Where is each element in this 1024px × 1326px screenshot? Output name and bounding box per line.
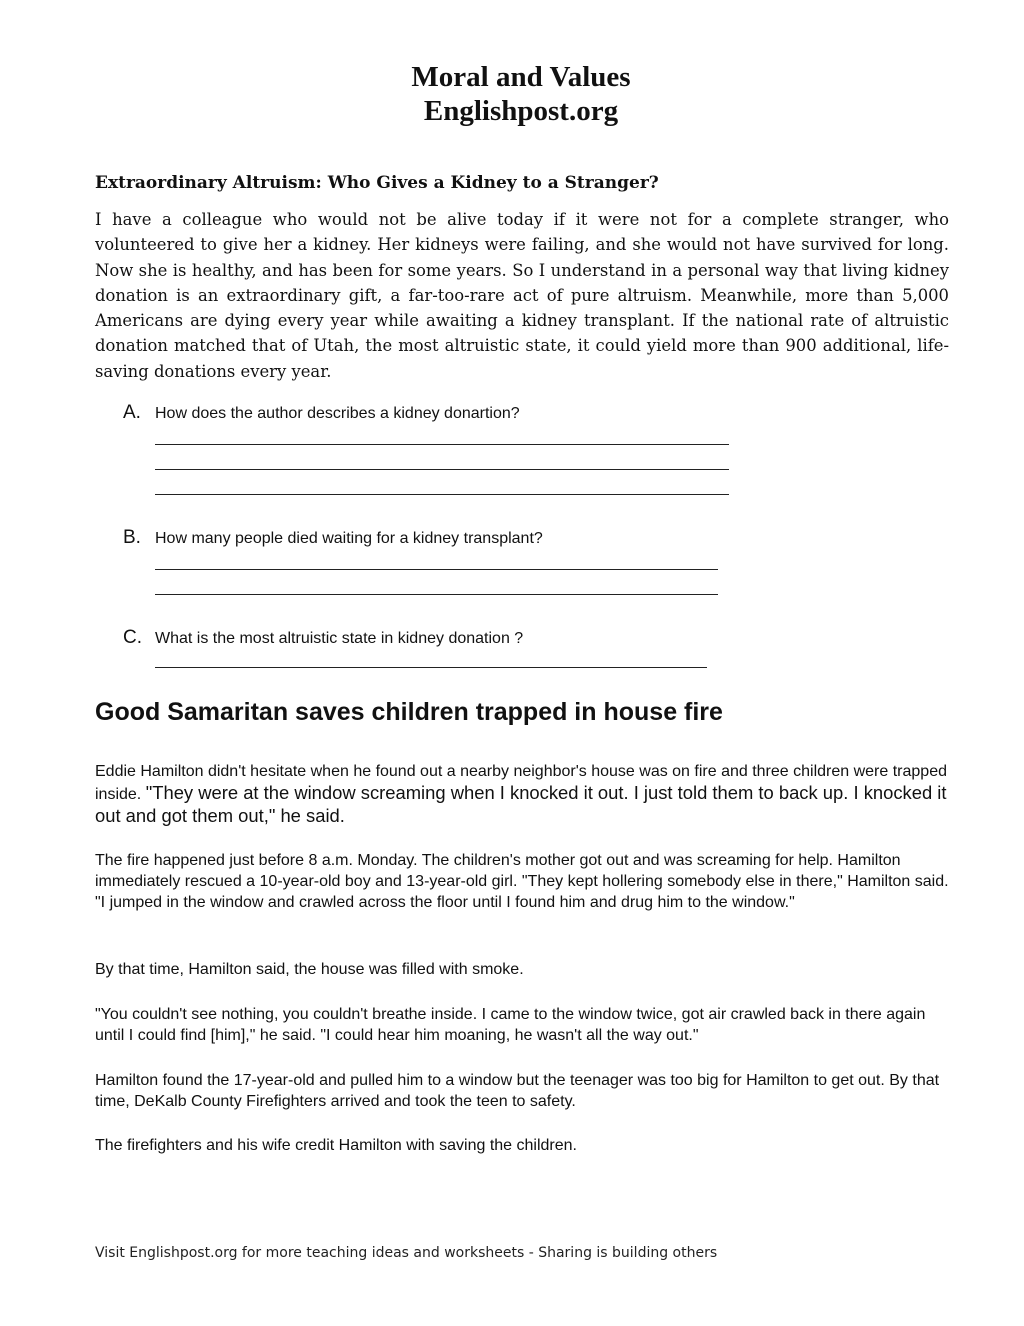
article2-paragraph: The firefighters and his wife credit Hamilton with saving the children. bbox=[95, 1137, 577, 1154]
answer-line bbox=[155, 569, 718, 570]
question-text: How does the author describes a kidney donartion? bbox=[155, 405, 520, 422]
answer-line bbox=[155, 444, 729, 445]
article2-paragraph: "You couldn't see nothing, you couldn't breathe inside. I came to the window twice, got air crawled back in there again until I could find [him]," he said. "I could hear him moaning, he wasn't all the way out." bbox=[95, 1006, 926, 1044]
article1-body: I have a colleague who would not be alive today if it were not for a complete stranger, who volunteered to give her a kidney. Her kidneys were failing, and she would not have survived for long. Now she is healthy, and has been for some years. So I understand in a personal way that living kidney donation is an extraordinary gift, a far-too-rare act of pure altruism. Meanwhile, more than 5,000 Americans are dying every year while awaiting a kidney transplant. If the national rate of altruistic donation matched that of Utah, the most altruistic state, it could yield more than 900 additional, life-saving donations every year. bbox=[95, 210, 949, 381]
question-text: What is the most altruistic state in kidney donation ? bbox=[155, 630, 524, 647]
article2-paragraph: The fire happened just before 8 a.m. Monday. The children's mother got out and was screaming for help. Hamilton immediately rescued a 10-year-old boy and 13-year-old girl. "They kept hollering somebody else in there," Hamilton said. "I jumped in the window and crawled across the floor until I found him and drug him to the window." bbox=[95, 852, 949, 911]
article2-quote: "They were at the window screaming when I knocked it out. I just told them to back up. I knocked it out and got them out," he said. bbox=[95, 782, 947, 826]
article2-paragraph: Hamilton found the 17-year-old and pulled him to a window but the teenager was too big for Hamilton to get out. By that time, DeKalb County Firefighters arrived and took the teen to safety. bbox=[95, 1072, 940, 1110]
question-letter: A. bbox=[123, 402, 141, 423]
question-letter: C. bbox=[123, 627, 142, 648]
question-text: How many people died waiting for a kidney transplant? bbox=[155, 530, 543, 547]
answer-line bbox=[155, 469, 729, 470]
article2-paragraph bbox=[95, 761, 955, 828]
article2-paragraph: By that time, Hamilton said, the house was filled with smoke. bbox=[95, 961, 524, 978]
answer-line bbox=[155, 594, 718, 595]
page-subtitle: Englishpost.org bbox=[423, 95, 619, 127]
footer-note: Visit Englishpost.org for more teaching ideas and worksheets - Sharing is building others bbox=[95, 1245, 718, 1261]
article2-paragraph-intro: Eddie Hamilton didn't hesitate when he found out a nearby neighbor's house was on fire and three children were trapped inside. bbox=[95, 763, 947, 803]
answer-line bbox=[155, 494, 729, 495]
article1-heading: Extraordinary Altruism: Who Gives a Kidney to a Stranger? bbox=[95, 173, 659, 193]
answer-line bbox=[155, 667, 707, 668]
page-title: Moral and Values bbox=[411, 61, 631, 93]
question-letter: B. bbox=[123, 527, 141, 548]
article2-heading: Good Samaritan saves children trapped in house fire bbox=[95, 698, 723, 726]
